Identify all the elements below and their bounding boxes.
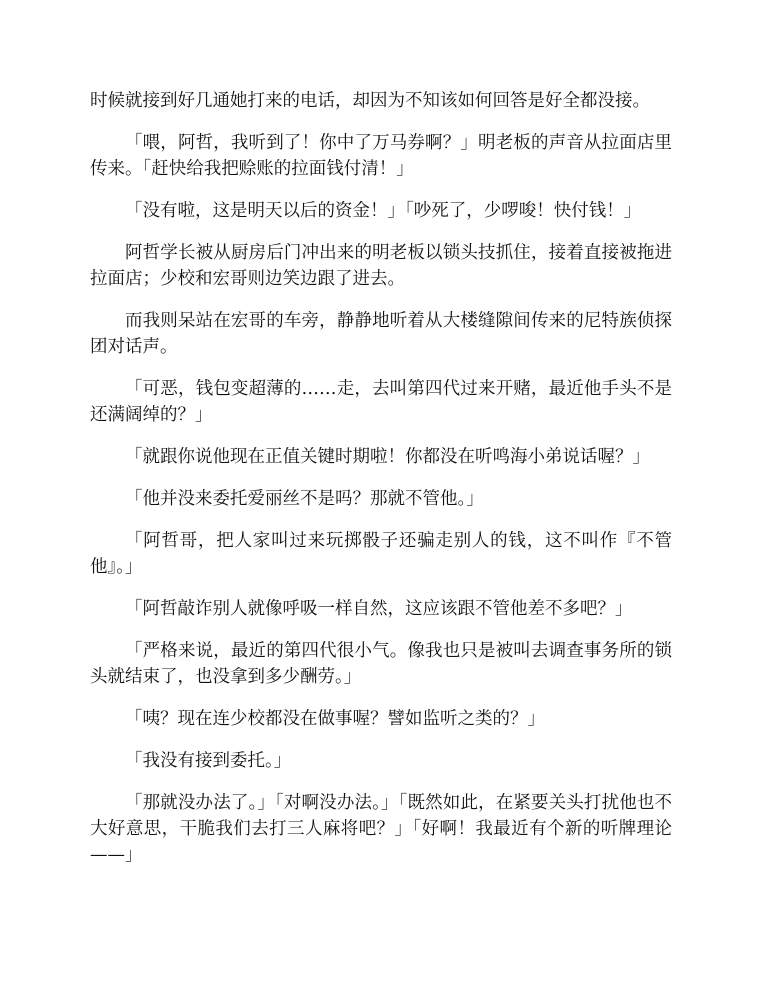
paragraph-12: 「咦？现在连少校都没在做事喔？譬如监听之类的？」 (125, 709, 545, 729)
page-body (90, 88, 672, 884)
paragraph-1: 时候就接到好几通她打来的电话，却因为不知该如何回答是好全都没接。 (90, 91, 650, 111)
paragraph-10: 「阿哲敲诈别人就像呼吸一样自然，这应该跟不管他差不多吧？」 (125, 599, 633, 619)
paragraph-4: 阿哲学长被从厨房后门冲出来的明老板以锁头技抓住，接着直接被拖进拉面店；少校和宏哥则边笑边跟了进去。 (90, 243, 672, 289)
paragraph-7: 「就跟你说他现在正值关键时期啦！你都没在听鸣海小弟说话喔？」 (125, 447, 650, 467)
paragraph-6: 「可恶，钱包变超薄的……走，去叫第四代过来开赌，最近他手头不是还满阔绰的？」 (90, 379, 672, 425)
paragraph-8: 「他并没来委托爱丽丝不是吗？那就不管他。」 (125, 489, 484, 509)
paragraph-2: 「喂，阿哲，我听到了！你中了万马券啊？」明老板的声音从拉面店里传来。「赶快给我把赊账的拉面钱付清！」 (90, 133, 672, 179)
paragraph-13: 「我没有接到委托。」 (125, 751, 292, 771)
paragraph-5: 而我则呆站在宏哥的车旁，静静地听着从大楼缝隙间传来的尼特族侦探团对话声。 (90, 311, 672, 357)
paragraph-3: 「没有啦，这是明天以后的资金！」「吵死了，少啰唆！快付钱！」 (125, 201, 642, 221)
paragraph-11: 「严格来说，最近的第四代很小气。像我也只是被叫去调查事务所的锁头就结束了，也没拿到多少酬劳。」 (90, 641, 672, 687)
paragraph-14: 「那就没办法了。」「对啊没办法。」「既然如此，在紧要关头打扰他也不大好意思，干脆我们去打三人麻将吧？」「好啊！我最近有个新的听牌理论——」 (90, 793, 672, 865)
paragraph-9: 「阿哲哥，把人家叫过来玩掷骰子还骗走别人的钱，这不叫作『不管他』。」 (90, 531, 672, 577)
